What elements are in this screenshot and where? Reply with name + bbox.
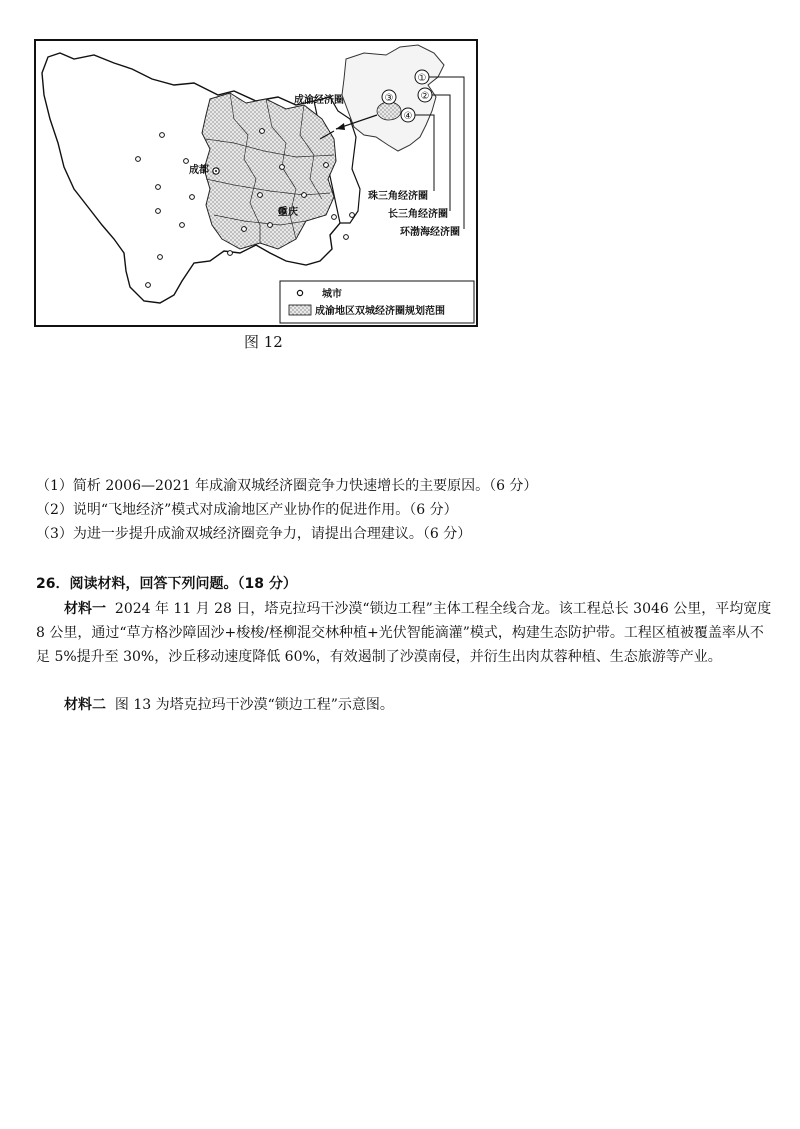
marker-2: ②	[420, 91, 430, 102]
material-1-text: 2024 年 11 月 28 日，塔克拉玛干沙漠“锁边工程”主体工程全线合龙。该工程总长 3046 公里，平均宽度 8 公里，通过“草方格沙障固沙+梭梭/柽柳混交林种植+光伏智能滴灌”模式，构建生态防护带。工程区植被覆盖率从不足 5%提升至 30%，沙丘移动速度降低 60%，有效遏制了沙漠南侵，并衍生出肉苁蓉种植、生态旅游等产业。	[36, 601, 772, 665]
pearl-river-label: 珠三角经济圈	[368, 191, 428, 202]
chengyu-circle-label: 成渝经济圈	[294, 95, 344, 106]
question-1: （1）简析 2006—2021 年成渝双城经济圈竞争力快速增长的主要原因。（6 分）	[36, 478, 538, 494]
chengdu-label: 成都	[189, 165, 209, 176]
inset-chengyu	[377, 102, 401, 120]
marker-4: ④	[403, 111, 413, 122]
bohai-label: 环渤海经济圈	[400, 227, 460, 238]
figure-12-caption: 图 12	[244, 333, 283, 351]
material-1	[36, 597, 776, 669]
material-2-text: 图 13 为塔克拉玛干沙漠“锁边工程”示意图。	[114, 697, 394, 713]
legend-region: 成渝地区双城经济圈规划范围	[315, 306, 445, 317]
legend-city: 城市	[322, 289, 342, 300]
material-2	[36, 693, 776, 717]
question-2: （2）说明“飞地经济”模式对成渝地区产业协作的促进作用。（6 分）	[36, 502, 458, 518]
chongqing-label: 重庆	[278, 207, 298, 218]
legend-region-symbol	[289, 305, 311, 315]
question-3: （3）为进一步提升成渝双城经济圈竞争力，请提出合理建议。（6 分）	[36, 526, 472, 542]
marker-3: ③	[384, 93, 394, 104]
yangtze-label: 长三角经济圈	[388, 209, 448, 220]
q26-title: 26．阅读材料，回答下列问题。（18 分）	[36, 576, 297, 592]
material-2-label: 材料二	[64, 697, 106, 713]
material-1-label: 材料一	[64, 601, 106, 617]
map-svg	[34, 39, 478, 327]
figure-12-map	[34, 39, 478, 327]
marker-1: ①	[417, 73, 427, 84]
legend-city-symbol	[297, 290, 302, 295]
